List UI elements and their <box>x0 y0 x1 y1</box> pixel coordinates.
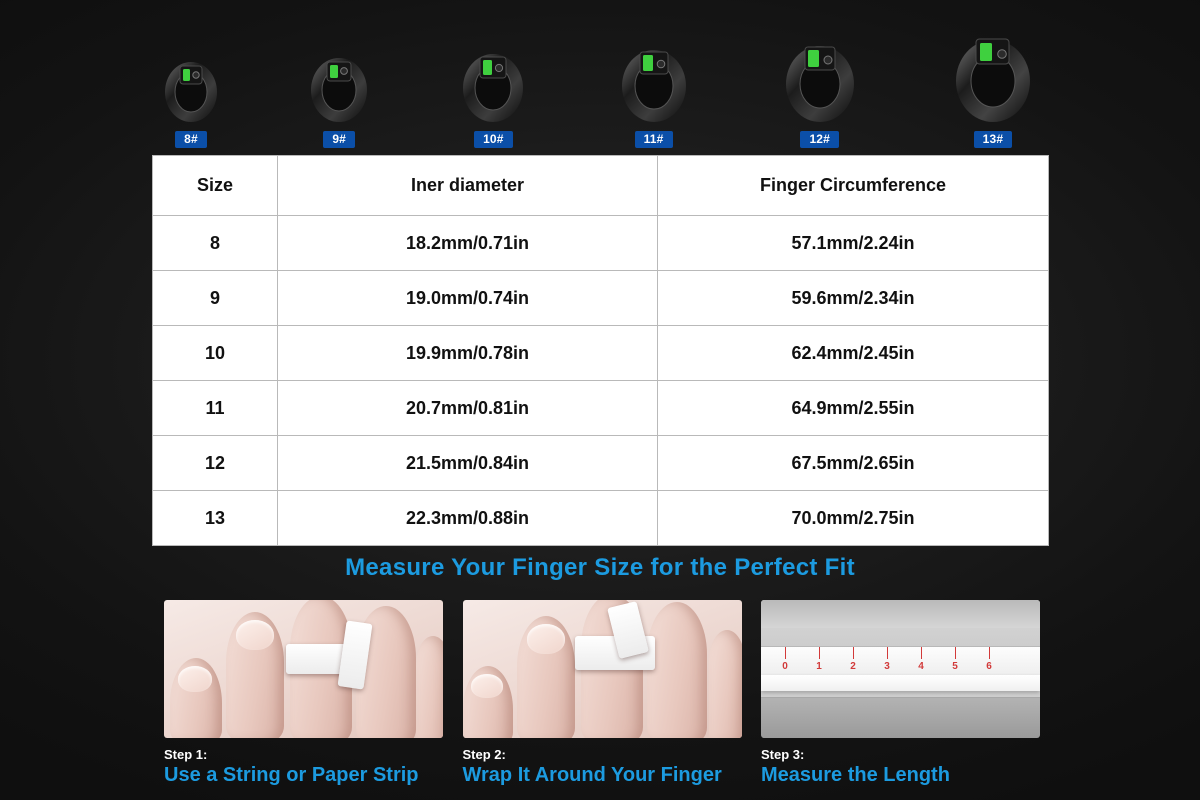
ring-sample-11 <box>606 22 702 148</box>
step-label: Step 3: <box>761 747 805 762</box>
step-title: Use a String or Paper Strip <box>164 764 419 786</box>
cell-finger-circumference: 62.4mm/2.45in <box>658 326 1049 381</box>
smart-ring-image <box>938 8 1048 126</box>
ring-size-gallery <box>152 18 1048 148</box>
measurement-steps <box>164 600 1040 787</box>
ring-size-badge: 11# <box>635 131 673 148</box>
hand-illustration <box>463 600 742 738</box>
ring-size-badge: 8# <box>175 131 207 148</box>
cell-inner-diameter: 19.0mm/0.74in <box>278 271 658 326</box>
smart-ring-image <box>769 16 871 126</box>
ring-sample-9 <box>297 34 381 148</box>
smart-ring-image <box>297 34 381 126</box>
table-row <box>153 271 1049 326</box>
table-row <box>153 491 1049 546</box>
smart-ring-image <box>448 28 538 126</box>
cell-inner-diameter: 19.9mm/0.78in <box>278 326 658 381</box>
ring-sample-8 <box>152 40 230 148</box>
ring-size-badge: 10# <box>474 131 513 148</box>
cell-inner-diameter: 21.5mm/0.84in <box>278 436 658 491</box>
table-row <box>153 216 1049 271</box>
table-row <box>153 381 1049 436</box>
step-title: Measure the Length <box>761 764 950 786</box>
ruler-measuring-strip-photo <box>761 600 1040 738</box>
finger-with-paper-strip-photo <box>164 600 443 738</box>
paper-strip <box>761 675 1040 691</box>
ruler-number: 0 <box>782 661 788 672</box>
ring-sample-13 <box>938 8 1048 148</box>
cell-finger-circumference: 67.5mm/2.65in <box>658 436 1049 491</box>
cell-size: 12 <box>153 436 278 491</box>
column-header-size: Size <box>153 156 278 216</box>
cell-finger-circumference: 64.9mm/2.55in <box>658 381 1049 436</box>
table-row <box>153 326 1049 381</box>
ring-size-badge: 9# <box>323 131 355 148</box>
table-header-row <box>153 156 1049 216</box>
ring-size-badge: 12# <box>800 131 839 148</box>
table-row <box>153 436 1049 491</box>
smart-ring-image <box>152 40 230 126</box>
step-2 <box>463 600 742 787</box>
smart-ring-image <box>606 22 702 126</box>
cell-size: 10 <box>153 326 278 381</box>
ruler-number: 1 <box>816 661 822 672</box>
ring-sample-10 <box>448 28 538 148</box>
cell-inner-diameter: 18.2mm/0.71in <box>278 216 658 271</box>
cell-size: 13 <box>153 491 278 546</box>
cell-inner-diameter: 22.3mm/0.88in <box>278 491 658 546</box>
cell-finger-circumference: 57.1mm/2.24in <box>658 216 1049 271</box>
photo-background <box>761 600 1040 628</box>
size-chart-table <box>152 155 1049 546</box>
step-title: Wrap It Around Your Finger <box>462 764 722 786</box>
hand-illustration <box>164 600 443 738</box>
ruler-number: 6 <box>986 661 992 672</box>
cell-finger-circumference: 59.6mm/2.34in <box>658 271 1049 326</box>
step-label: Step 1: <box>164 747 208 762</box>
ring-size-badge: 13# <box>974 131 1013 148</box>
cell-size: 8 <box>153 216 278 271</box>
ruler-number: 3 <box>884 661 890 672</box>
ruler-number: 2 <box>850 661 856 672</box>
ruler-number: 5 <box>952 661 958 672</box>
cell-size: 11 <box>153 381 278 436</box>
cell-size: 9 <box>153 271 278 326</box>
ruler <box>761 646 1040 698</box>
ruler-number: 4 <box>918 661 924 672</box>
ring-sample-12 <box>769 16 871 148</box>
section-headline: Measure Your Finger Size for the Perfect Fit <box>345 554 855 581</box>
step-1 <box>164 600 443 787</box>
cell-inner-diameter: 20.7mm/0.81in <box>278 381 658 436</box>
step-3 <box>761 600 1040 787</box>
column-header-finger-circumference: Finger Circumference <box>658 156 1049 216</box>
column-header-inner-diameter: Iner diameter <box>278 156 658 216</box>
cell-finger-circumference: 70.0mm/2.75in <box>658 491 1049 546</box>
step-label: Step 2: <box>462 747 506 762</box>
wrapping-strip-around-finger-photo <box>463 600 742 738</box>
